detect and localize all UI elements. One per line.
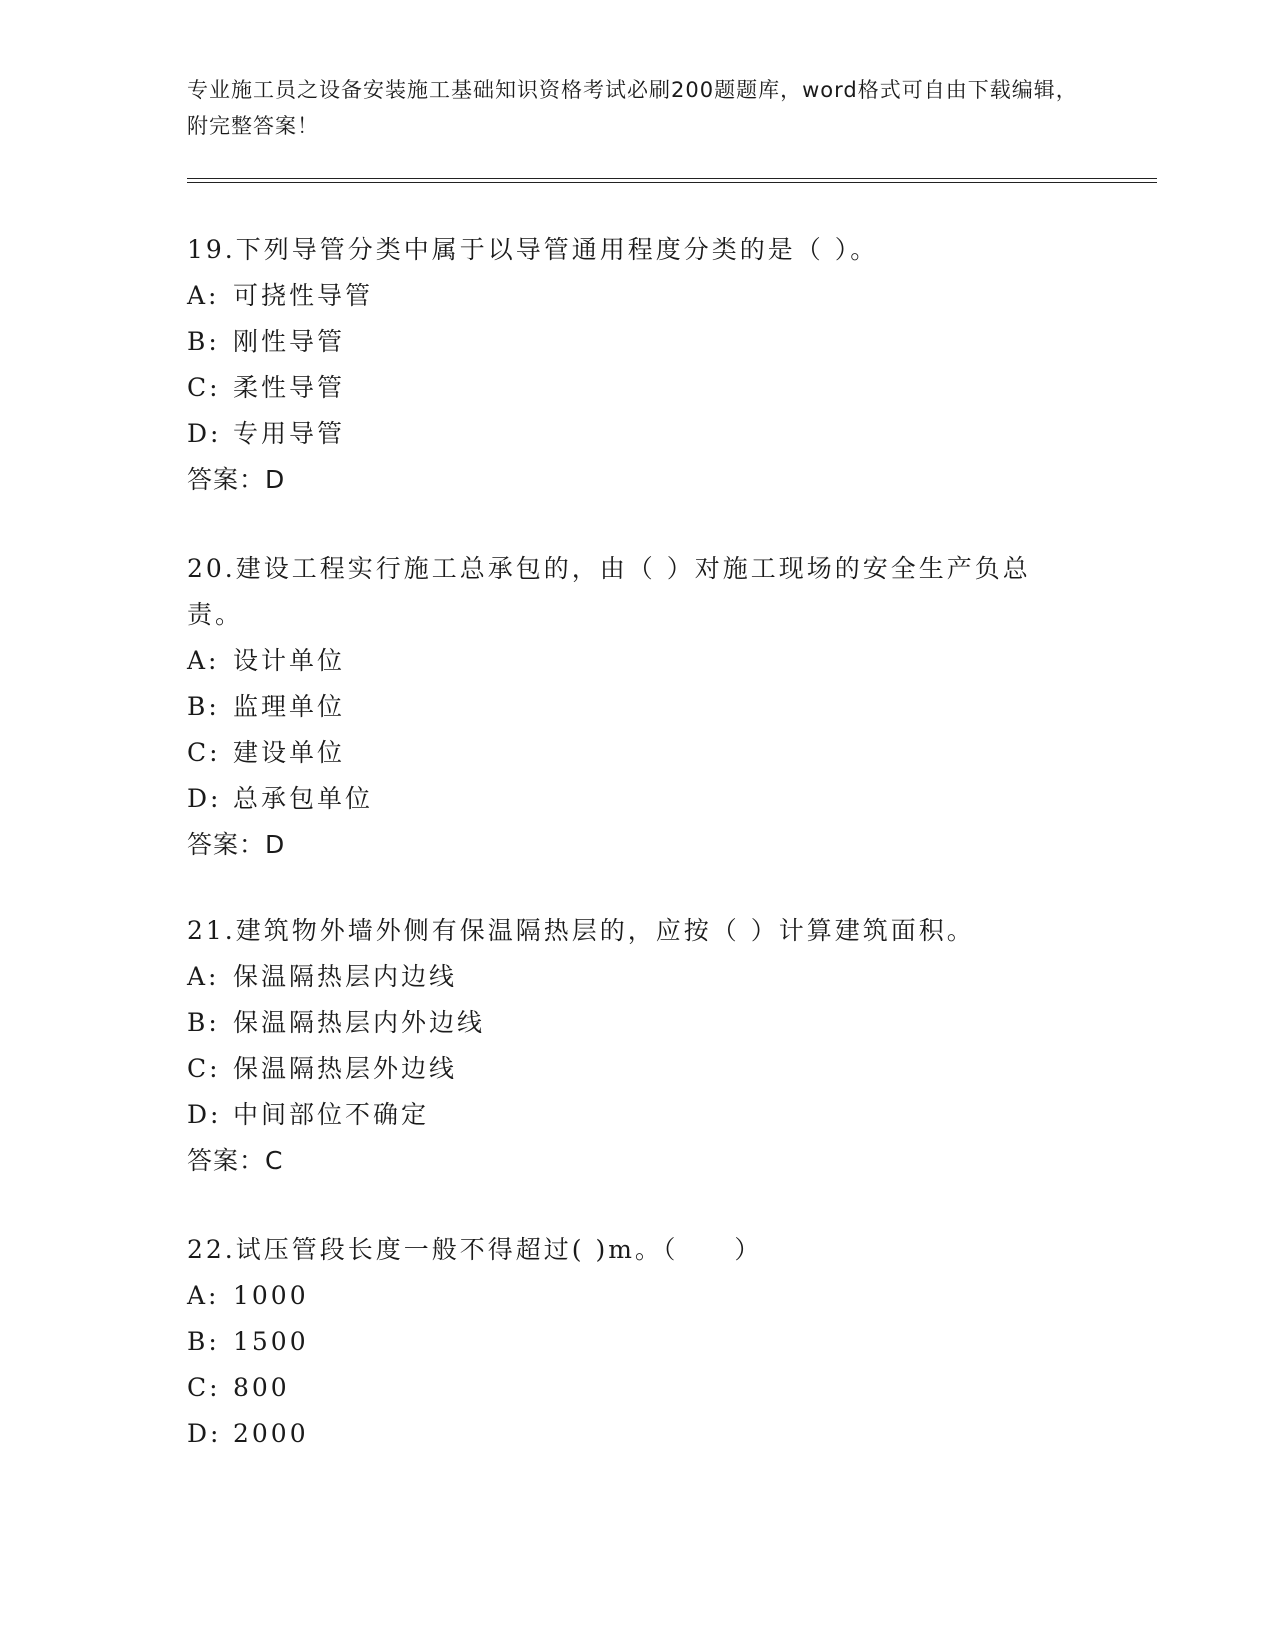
option-text: 1000 (233, 1281, 309, 1310)
answer: 答案：D (187, 830, 286, 859)
option-text: 可挠性导管 (233, 281, 374, 310)
question-22 (187, 1227, 1087, 1457)
option-text: 刚性导管 (233, 327, 346, 356)
option-text: 中间部位不确定 (233, 1100, 430, 1129)
option-d (187, 1411, 1087, 1457)
answer: 答案：C (187, 1146, 284, 1175)
option-c (187, 730, 1087, 776)
option-letter: B: (187, 1008, 220, 1037)
option-b (187, 684, 1087, 730)
question-20 (187, 546, 1087, 868)
option-letter: B: (187, 1327, 220, 1356)
option-text: 建设单位 (233, 738, 346, 767)
option-text: 1500 (233, 1327, 309, 1356)
option-text: 2000 (233, 1419, 309, 1448)
option-letter: C: (187, 1054, 221, 1083)
option-d (187, 1092, 1087, 1138)
option-text: 设计单位 (233, 646, 346, 675)
header-text: 专业施工员之设备安装施工基础知识资格考试必刷200题题库，word格式可自由下载编辑，附完整答案！ (187, 78, 1078, 138)
option-letter: A: (187, 1281, 220, 1310)
option-letter: D: (187, 1100, 222, 1129)
option-text: 专用导管 (233, 419, 346, 448)
option-text: 监理单位 (233, 692, 346, 721)
option-letter: B: (187, 692, 220, 721)
option-b (187, 1000, 1087, 1046)
header-divider-bottom (187, 182, 1157, 183)
question-stem: 19.下列导管分类中属于以导管通用程度分类的是（ ）。 (187, 235, 879, 264)
option-a (187, 1273, 1087, 1319)
question-stem: 22.试压管段长度一般不得超过( )m。（ ） (187, 1235, 763, 1264)
header-divider-top (187, 178, 1157, 179)
option-c (187, 365, 1087, 411)
option-b (187, 1319, 1087, 1365)
option-letter: A: (187, 281, 220, 310)
option-a (187, 273, 1087, 319)
question-stem: 21.建筑物外墙外侧有保温隔热层的，应按（ ）计算建筑面积。 (187, 916, 975, 945)
question-stem: 20.建设工程实行施工总承包的，由（ ）对施工现场的安全生产负总责。 (187, 554, 1031, 629)
answer: 答案：D (187, 465, 286, 494)
question-19 (187, 227, 1087, 503)
option-text: 总承包单位 (233, 784, 374, 813)
option-b (187, 319, 1087, 365)
option-a (187, 638, 1087, 684)
document-header (187, 72, 1087, 144)
option-a (187, 954, 1087, 1000)
option-letter: D: (187, 784, 222, 813)
option-text: 保温隔热层内边线 (233, 962, 458, 991)
option-letter: D: (187, 1419, 222, 1448)
option-letter: D: (187, 419, 222, 448)
option-d (187, 776, 1087, 822)
option-letter: B: (187, 327, 220, 356)
option-letter: C: (187, 373, 221, 402)
question-21 (187, 908, 1087, 1184)
option-letter: C: (187, 1373, 221, 1402)
option-c (187, 1365, 1087, 1411)
option-c (187, 1046, 1087, 1092)
option-text: 保温隔热层外边线 (233, 1054, 458, 1083)
option-text: 保温隔热层内外边线 (233, 1008, 486, 1037)
option-letter: A: (187, 646, 220, 675)
option-letter: C: (187, 738, 221, 767)
option-text: 柔性导管 (233, 373, 346, 402)
option-d (187, 411, 1087, 457)
option-letter: A: (187, 962, 220, 991)
option-text: 800 (233, 1373, 290, 1402)
